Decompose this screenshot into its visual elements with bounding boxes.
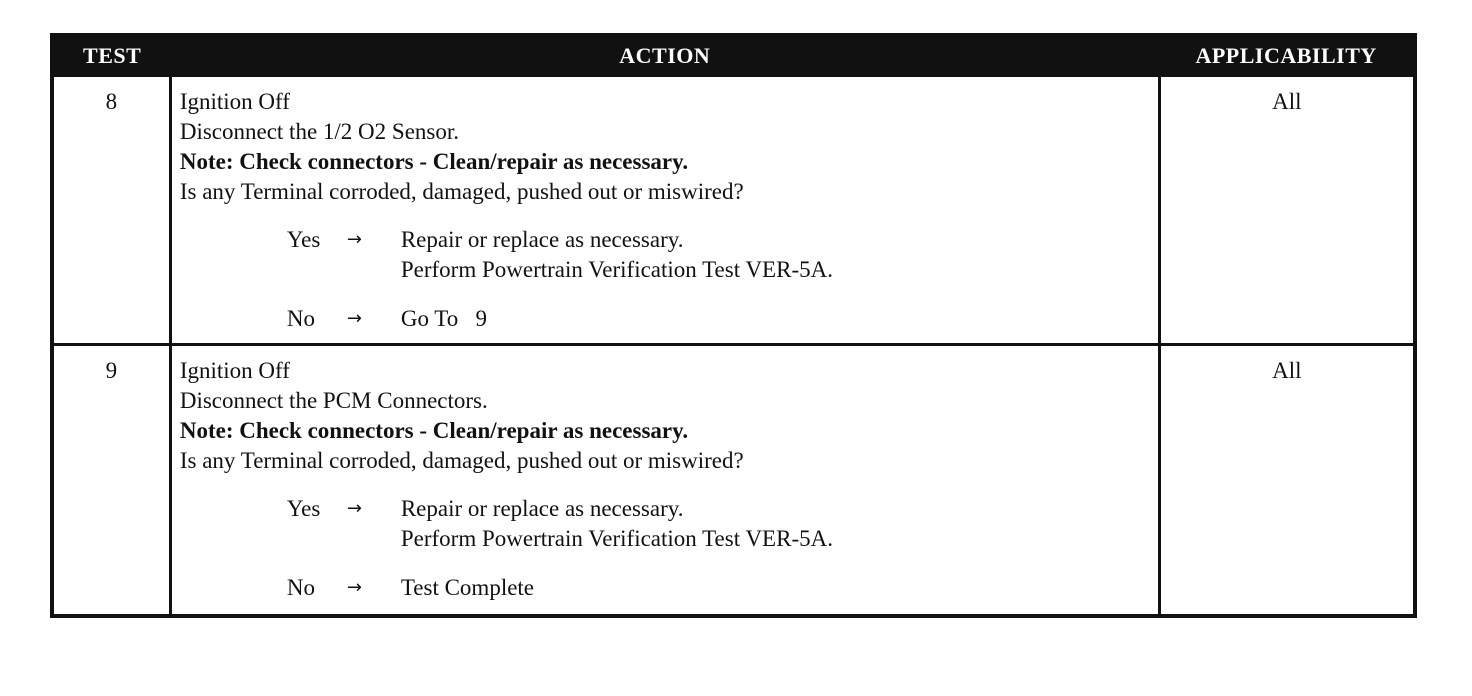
- result-line: Repair or replace as necessary.: [400, 227, 684, 252]
- result-line: Go To 9: [400, 306, 487, 331]
- header-row: [52, 35, 1415, 76]
- test-row-9: [52, 345, 1415, 617]
- outcome-result: [401, 494, 833, 554]
- diagnostic-test-table: [50, 33, 1417, 618]
- result-line: Repair or replace as necessary.: [400, 496, 684, 521]
- note-line: Note: Check connectors - Clean/repair as necessary.: [179, 149, 689, 174]
- step-line: Disconnect the 1/2 O2 Sensor.: [179, 119, 459, 144]
- note-line: Note: Check connectors - Clean/repair as necessary.: [179, 418, 689, 443]
- outcomes: [180, 494, 1158, 603]
- question-line: Is any Terminal corroded, damaged, pushed out or miswired?: [179, 448, 744, 473]
- question-line: Is any Terminal corroded, damaged, pushed out or miswired?: [179, 179, 744, 204]
- answer-no-label: No: [286, 306, 315, 331]
- result-line: Test Complete: [400, 575, 535, 600]
- right-arrow-icon: →: [346, 577, 362, 598]
- test-number: 9: [52, 345, 170, 617]
- applicability-cell: All: [1159, 345, 1415, 617]
- outcome-yes: [180, 225, 1158, 285]
- step-line: Ignition Off: [179, 358, 290, 383]
- result-line: Perform Powertrain Verification Test VER-5A.: [400, 526, 833, 551]
- result-line: Perform Powertrain Verification Test VER-5A.: [400, 257, 833, 282]
- outcome-yes: [180, 494, 1158, 554]
- header-action: ACTION: [170, 35, 1159, 76]
- applicability-cell: All: [1159, 76, 1415, 345]
- right-arrow-icon: →: [346, 308, 362, 329]
- outcome-result: [401, 573, 534, 603]
- outcome-no: [180, 573, 1158, 603]
- step-line: Ignition Off: [179, 89, 290, 114]
- action-cell: [170, 345, 1159, 617]
- action-cell: [170, 76, 1159, 345]
- answer-yes-label: Yes: [286, 496, 321, 521]
- outcome-no: [180, 304, 1158, 334]
- right-arrow-icon: →: [346, 498, 362, 519]
- outcomes: [180, 225, 1158, 334]
- test-row-8: [52, 76, 1415, 345]
- outcome-result: [401, 225, 833, 285]
- step-line: Disconnect the PCM Connectors.: [179, 388, 488, 413]
- outcome-result: [401, 304, 487, 334]
- header-applicability: APPLICABILITY: [1159, 35, 1415, 76]
- header-test: TEST: [52, 35, 170, 76]
- answer-no-label: No: [286, 575, 315, 600]
- right-arrow-icon: →: [346, 229, 362, 250]
- test-number: 8: [52, 76, 170, 345]
- answer-yes-label: Yes: [286, 227, 321, 252]
